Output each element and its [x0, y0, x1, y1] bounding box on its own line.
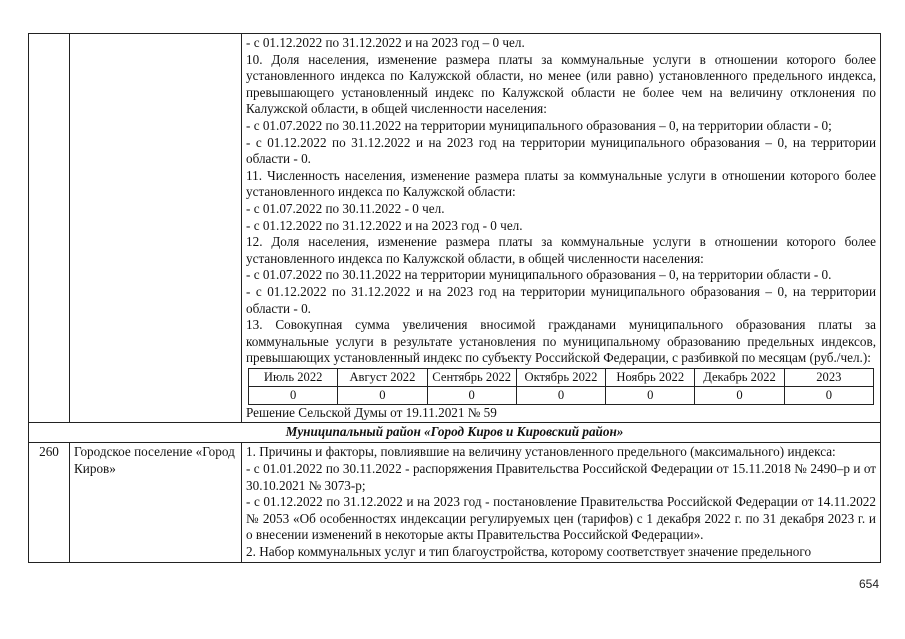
- name-cell-empty: [70, 34, 242, 423]
- month-header: Июль 2022: [249, 368, 338, 386]
- months-table: [248, 368, 874, 405]
- month-value: 0: [606, 386, 695, 404]
- paragraph: 11. Численность населения, изменение размера платы за коммунальные услуги в отношении которого более установленного индекса по Калужской области:: [246, 167, 876, 200]
- paragraph: - с 01.07.2022 по 30.11.2022 на территории муниципального образования – 0, на территории области - 0.: [246, 267, 832, 283]
- content-cell-top: [242, 34, 881, 423]
- paragraph: - с 01.12.2022 по 31.12.2022 и на 2023 год - постановление Правительства Российской Федерации от 14.11.2022 № 2053 «Об особенностях индексации регулируемых цен (тарифов) с 1 декабря 2022 г. по 31 декабря 2023 г. и о внесении изменений в некоторые акты Правительства Российской Федерации».: [246, 494, 876, 543]
- month-header: Сентябрь 2022: [427, 368, 516, 386]
- document-table: [28, 33, 881, 563]
- paragraph: - с 01.01.2022 по 30.11.2022 - распоряжения Правительства Российской Федерации от 15.11.2018 № 2490–р и от 30.10.2021 № 3073-р;: [246, 461, 876, 493]
- month-header: Август 2022: [338, 368, 427, 386]
- section-header-row: [29, 423, 881, 443]
- paragraph: - с 01.12.2022 по 31.12.2022 и на 2023 год – 0 чел.: [246, 35, 525, 50]
- months-values-row: [249, 386, 874, 404]
- paragraph: - с 01.12.2022 по 31.12.2022 и на 2023 год на территории муниципального образования – 0, на территории области - 0.: [246, 134, 876, 167]
- entry-name: Городское поселение «Город Киров»: [70, 443, 242, 562]
- month-header: Декабрь 2022: [695, 368, 784, 386]
- paragraph: 1. Причины и факторы, повлиявшие на величину установленного предельного (максимального) индекса:: [246, 444, 836, 460]
- paragraph: - с 01.07.2022 по 30.11.2022 на территории муниципального образования – 0, на территории области - 0;: [246, 117, 832, 133]
- table-row-continuation: [29, 34, 881, 423]
- month-value: 0: [427, 386, 516, 404]
- paragraph: 2. Набор коммунальных услуг и тип благоустройства, которому соответствует значение предельного: [246, 544, 812, 560]
- number-cell-empty: [29, 34, 70, 423]
- decision-reference: Решение Сельской Думы от 19.11.2021 № 59: [246, 404, 497, 420]
- table-row-entry: [29, 443, 881, 562]
- month-value: 0: [249, 386, 338, 404]
- paragraph: - с 01.07.2022 по 30.11.2022 - 0 чел.: [246, 200, 445, 216]
- month-header: 2023: [784, 368, 873, 386]
- paragraph: - с 01.12.2022 по 31.12.2022 и на 2023 год на территории муниципального образования – 0, на территории области - 0.: [246, 283, 876, 316]
- section-title: Муниципальный район «Город Киров и Кировский район»: [29, 423, 881, 443]
- paragraph: 12. Доля населения, изменение размера платы за коммунальные услуги в отношении которого более установленного индекса по Калужской области, в общей численности населения:: [246, 234, 876, 266]
- paragraph: - с 01.12.2022 по 31.12.2022 и на 2023 год - 0 чел.: [246, 217, 523, 233]
- month-value: 0: [695, 386, 784, 404]
- month-header: Октябрь 2022: [516, 368, 605, 386]
- entry-number: 260: [29, 443, 70, 562]
- months-header-row: [249, 368, 874, 386]
- content-cell-entry: [242, 443, 881, 562]
- month-value: 0: [338, 386, 427, 404]
- month-value: 0: [516, 386, 605, 404]
- month-value: 0: [784, 386, 873, 404]
- month-header: Ноябрь 2022: [606, 368, 695, 386]
- paragraph: 10. Доля населения, изменение размера платы за коммунальные услуги в отношении которого более установленного индекса по Калужской области, но менее (или равно) установленного предельного индекса, превышающего установленный индекс по Калужской области не более чем на величину отклонения по Калужской области, в общей численности населения:: [246, 51, 876, 117]
- paragraph: 13. Совокупная сумма увеличения вносимой гражданами муниципального образования платы за коммунальные услуги в результате установления по муниципальному образованию предельных индексов, превышающих установленный индекс по субъекту Российской Федерации, с разбивкой по месяцам (руб./чел.):: [246, 317, 876, 366]
- page-number: 654: [858, 577, 879, 591]
